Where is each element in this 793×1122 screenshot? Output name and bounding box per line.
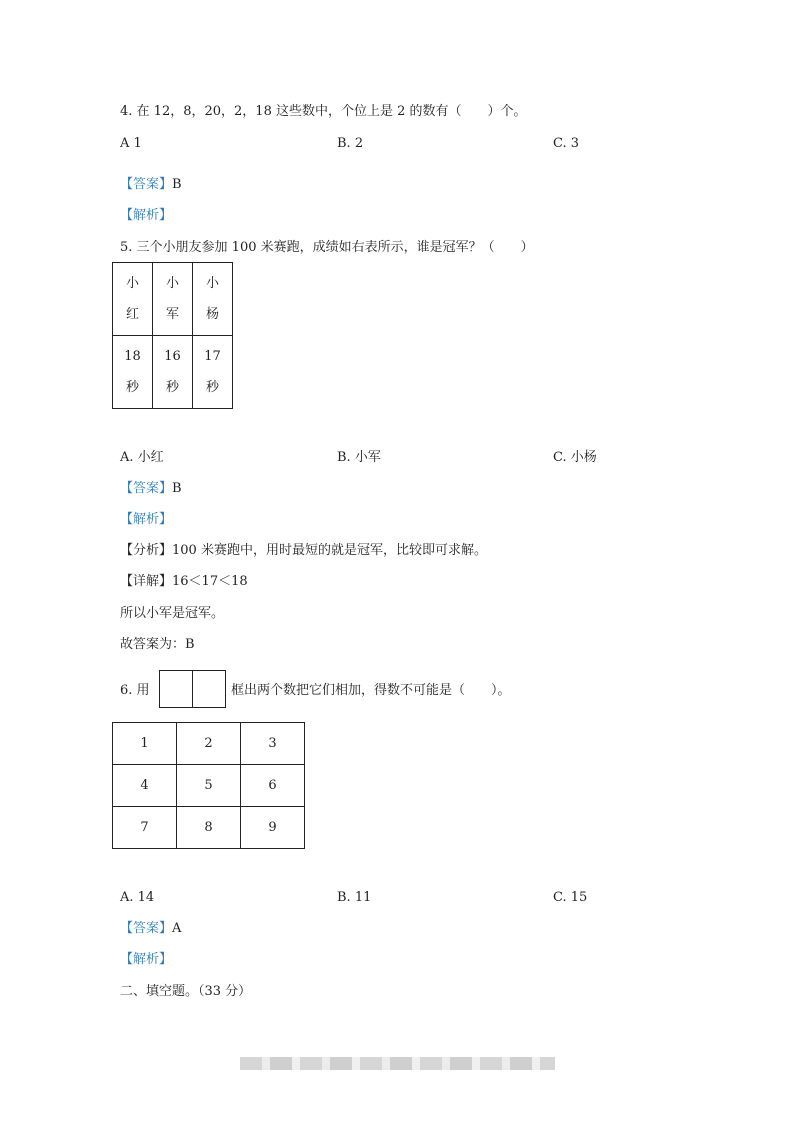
q4-option-b: B. 2: [337, 136, 364, 151]
q5-question: 5. 三个小朋友参加 100 米赛跑，成绩如右表所示，谁是冠军？（ ）: [120, 240, 534, 255]
q5-option-c: C. 小杨: [553, 450, 597, 465]
q4-answer: [120, 177, 182, 193]
q6-number-grid: [112, 722, 305, 849]
q5-final-answer: 故答案为：B: [120, 637, 195, 652]
q5-answer: [120, 481, 182, 497]
table-cell: 小 红: [113, 263, 153, 336]
table-cell: 4: [113, 765, 177, 807]
table-cell: 7: [113, 807, 177, 849]
fenxi-tag: 【分析】: [120, 543, 173, 558]
q4-option-c: C. 3: [553, 136, 580, 151]
q5-option-a: A. 小红: [120, 450, 164, 465]
blurred-footer: [240, 1057, 555, 1070]
q4-question: 4. 在 12，8，20，2，18 这些数中，个位上是 2 的数有（ ）个。: [120, 104, 527, 119]
q6-option-a: A. 14: [120, 890, 155, 905]
table-cell: 16 秒: [153, 336, 193, 409]
table-cell: 8: [177, 807, 241, 849]
q6-option-c: C. 15: [553, 890, 588, 905]
q6-option-b: B. 11: [337, 890, 372, 905]
q5-conclusion: 所以小军是冠军。: [120, 606, 225, 621]
table-cell: 1: [113, 723, 177, 765]
table-cell: 小 杨: [193, 263, 233, 336]
q5-fenxi: [120, 543, 487, 559]
q6-prefix: 6. 用: [120, 683, 150, 698]
answer-value: B: [172, 481, 182, 496]
table-cell: 9: [241, 807, 305, 849]
q5-results-table: [112, 262, 233, 409]
q6-two-cell-frame: [159, 670, 226, 708]
fenxi-text: 100 米赛跑中，用时最短的就是冠军，比较即可求解。: [172, 543, 487, 558]
answer-value: A: [172, 921, 182, 936]
table-cell: 6: [241, 765, 305, 807]
q4-option-a: A 1: [120, 136, 142, 151]
table-row: [113, 807, 305, 849]
answer-value: B: [172, 177, 182, 192]
section-heading: 二、填空题。（33 分）: [120, 984, 252, 999]
table-row: [113, 263, 233, 336]
table-cell: 小 军: [153, 263, 193, 336]
table-row: [113, 336, 233, 409]
xiangjie-text: 16＜17＜18: [172, 574, 248, 589]
q4-analysis-tag: 【解析】: [120, 208, 173, 223]
answer-tag: 【答案】: [120, 921, 173, 936]
q5-option-b: B. 小军: [337, 450, 381, 465]
q6-analysis-tag: 【解析】: [120, 952, 173, 967]
answer-tag: 【答案】: [120, 481, 173, 496]
answer-tag: 【答案】: [120, 177, 173, 192]
table-row: [113, 765, 305, 807]
table-cell: 18 秒: [113, 336, 153, 409]
q5-xiangjie: [120, 574, 248, 590]
table-cell: 2: [177, 723, 241, 765]
q6-suffix: 框出两个数把它们相加，得数不可能是（ ）。: [231, 683, 511, 698]
table-cell: 3: [241, 723, 305, 765]
q5-analysis-tag: 【解析】: [120, 512, 173, 527]
q6-answer: [120, 921, 181, 937]
table-cell: 5: [177, 765, 241, 807]
table-row: [113, 723, 305, 765]
table-cell: 17 秒: [193, 336, 233, 409]
xiangjie-tag: 【详解】: [120, 574, 173, 589]
